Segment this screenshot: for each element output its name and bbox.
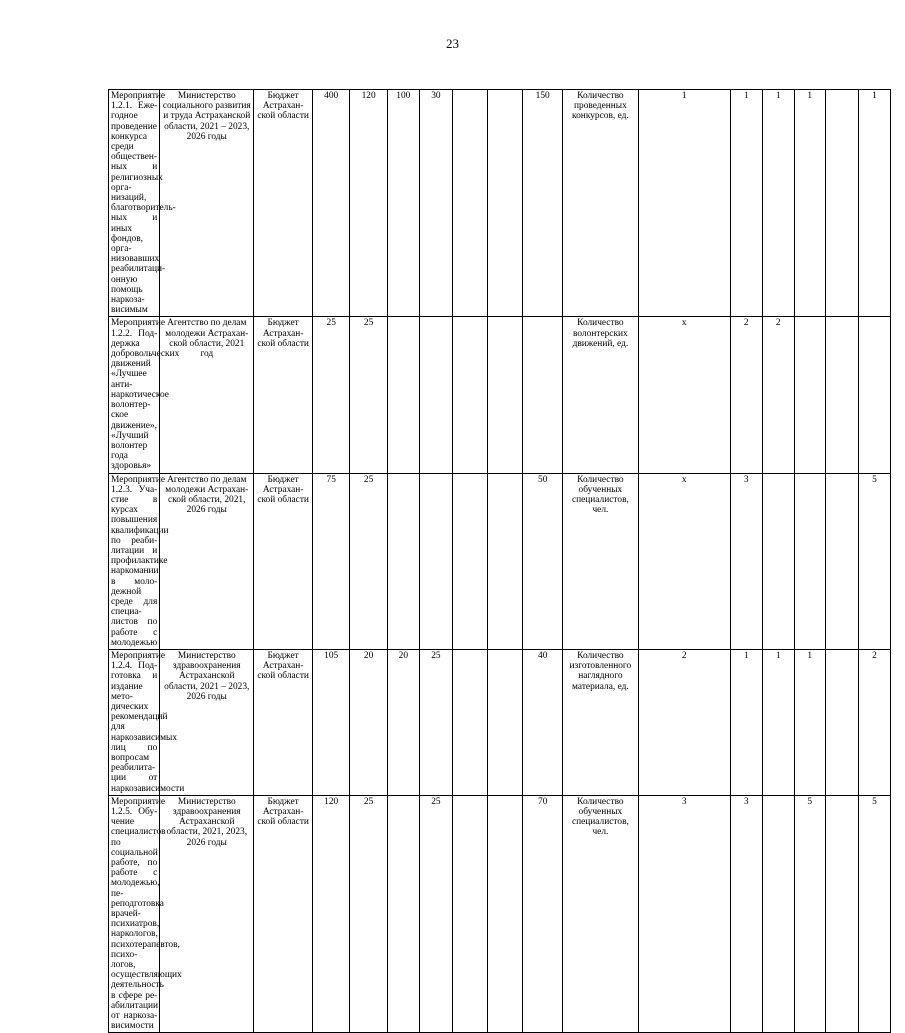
- indicator-value-cell: 1: [730, 90, 762, 317]
- activity-name-cell: Мероприятие 1.2.4. Подготовка и издание методических рекомендаций для наркозависимых лиц по вопросам реабилитации от наркозависимости: [109, 649, 160, 795]
- indicator-value-cell: 2: [858, 649, 890, 795]
- funding-source-cell: Бюджет Астраханской области: [254, 90, 313, 317]
- funding-cell: [419, 317, 452, 473]
- executor-cell: Агентство по делам молодежи Астраханской области, 2021, 2026 годы: [160, 473, 254, 649]
- executor-cell: Агентство по делам молодежи Астраханской области, 2021 год: [160, 317, 254, 473]
- funding-cell: 25: [419, 649, 452, 795]
- activity-name-cell: Мероприятие 1.2.3. Участие в курсах повышения квалификации по реабилитации и профилактике наркомании в молодежной среде для специалистов по работе с молодежью: [109, 473, 160, 649]
- indicator-cell: Количество обученных специалистов, чел.: [562, 795, 638, 1033]
- funding-cell: 105: [313, 649, 350, 795]
- table-row: [109, 317, 891, 473]
- indicator-value-cell: [825, 473, 858, 649]
- executor-cell: Министерство здравоохранения Астраханской области, 2021 – 2023, 2026 годы: [160, 649, 254, 795]
- indicator-value-cell: 2: [730, 317, 762, 473]
- indicator-value-cell: 1: [638, 90, 730, 317]
- indicator-value-cell: [858, 317, 890, 473]
- funding-cell: 50: [523, 473, 563, 649]
- indicator-value-cell: 3: [730, 473, 762, 649]
- funding-cell: [488, 317, 523, 473]
- table-row: [109, 649, 891, 795]
- funding-cell: 25: [350, 317, 387, 473]
- table-row: [109, 473, 891, 649]
- indicator-value-cell: [825, 90, 858, 317]
- indicator-value-cell: [794, 473, 825, 649]
- executor-cell: Министерство здравоохранения Астраханской области, 2021, 2023, 2026 годы: [160, 795, 254, 1033]
- funding-cell: [488, 649, 523, 795]
- funding-cell: 20: [350, 649, 387, 795]
- funding-source-cell: Бюджет Астраханской области: [254, 795, 313, 1033]
- indicator-value-cell: 5: [858, 473, 890, 649]
- indicator-value-cell: 5: [858, 795, 890, 1033]
- funding-cell: [452, 473, 487, 649]
- indicator-cell: Количество проведенных конкурсов, ед.: [562, 90, 638, 317]
- indicator-value-cell: [825, 649, 858, 795]
- funding-cell: 25: [419, 795, 452, 1033]
- program-table-body: [109, 90, 891, 1033]
- funding-source-cell: Бюджет Астраханской области: [254, 649, 313, 795]
- funding-cell: 75: [313, 473, 350, 649]
- indicator-value-cell: 1: [858, 90, 890, 317]
- indicator-value-cell: 2: [762, 317, 794, 473]
- funding-cell: 30: [419, 90, 452, 317]
- indicator-value-cell: [794, 317, 825, 473]
- funding-cell: [452, 90, 487, 317]
- indicator-value-cell: 1: [794, 649, 825, 795]
- indicator-value-cell: 3: [730, 795, 762, 1033]
- indicator-value-cell: [825, 317, 858, 473]
- funding-cell: 400: [313, 90, 350, 317]
- executor-cell: Министерство социального развития и труда Астраханской области, 2021 – 2023, 2026 годы: [160, 90, 254, 317]
- funding-source-cell: Бюджет Астраханской области: [254, 473, 313, 649]
- funding-cell: 25: [350, 473, 387, 649]
- funding-cell: [452, 795, 487, 1033]
- indicator-cell: Количество изготовленного наглядного материала, ед.: [562, 649, 638, 795]
- indicator-value-cell: [825, 795, 858, 1033]
- funding-cell: [387, 473, 419, 649]
- funding-cell: [452, 649, 487, 795]
- funding-cell: 40: [523, 649, 563, 795]
- funding-cell: [419, 473, 452, 649]
- funding-cell: 25: [350, 795, 387, 1033]
- indicator-value-cell: 1: [762, 90, 794, 317]
- funding-cell: [488, 795, 523, 1033]
- activity-name-cell: Мероприятие 1.2.2. Поддержка добровольческих движений «Лучшее антинаркотическое волонтерское движение», «Лучший волонтер года здоровья»: [109, 317, 160, 473]
- funding-cell: 25: [313, 317, 350, 473]
- indicator-value-cell: 5: [794, 795, 825, 1033]
- indicator-value-cell: 3: [638, 795, 730, 1033]
- funding-cell: 100: [387, 90, 419, 317]
- funding-cell: [523, 317, 563, 473]
- table-row: [109, 90, 891, 317]
- funding-cell: 70: [523, 795, 563, 1033]
- activity-name-cell: Мероприятие 1.2.5. Обучение специалистов по социальной работе, по работе с молодежью, переподготовка врачей-психиатров, наркологов, психотерапевтов, психологов, осуществляющих деятельность в сфере реабилитации от наркозависимости: [109, 795, 160, 1033]
- funding-cell: 150: [523, 90, 563, 317]
- indicator-value-cell: 2: [638, 649, 730, 795]
- indicator-value-cell: х: [638, 317, 730, 473]
- funding-source-cell: Бюджет Астраханской области: [254, 317, 313, 473]
- funding-cell: 120: [350, 90, 387, 317]
- indicator-value-cell: 1: [730, 649, 762, 795]
- funding-cell: 120: [313, 795, 350, 1033]
- indicator-value-cell: х: [638, 473, 730, 649]
- funding-cell: [387, 795, 419, 1033]
- table-row: [109, 795, 891, 1033]
- funding-cell: [488, 90, 523, 317]
- program-table: [108, 89, 891, 1033]
- funding-cell: [452, 317, 487, 473]
- indicator-value-cell: [762, 473, 794, 649]
- indicator-cell: Количество волонтерских движений, ед.: [562, 317, 638, 473]
- indicator-value-cell: 1: [762, 649, 794, 795]
- funding-cell: [488, 473, 523, 649]
- funding-cell: [387, 317, 419, 473]
- page-number: 23: [446, 36, 459, 51]
- indicator-cell: Количество обученных специалистов, чел.: [562, 473, 638, 649]
- funding-cell: 20: [387, 649, 419, 795]
- activity-name-cell: Мероприятие 1.2.1. Ежегодное проведение конкурса среди общественных и религиозных организаций, благотворительных и иных фондов, организовавших реабилитационную помощь наркозависимым: [109, 90, 160, 317]
- indicator-value-cell: [762, 795, 794, 1033]
- indicator-value-cell: 1: [794, 90, 825, 317]
